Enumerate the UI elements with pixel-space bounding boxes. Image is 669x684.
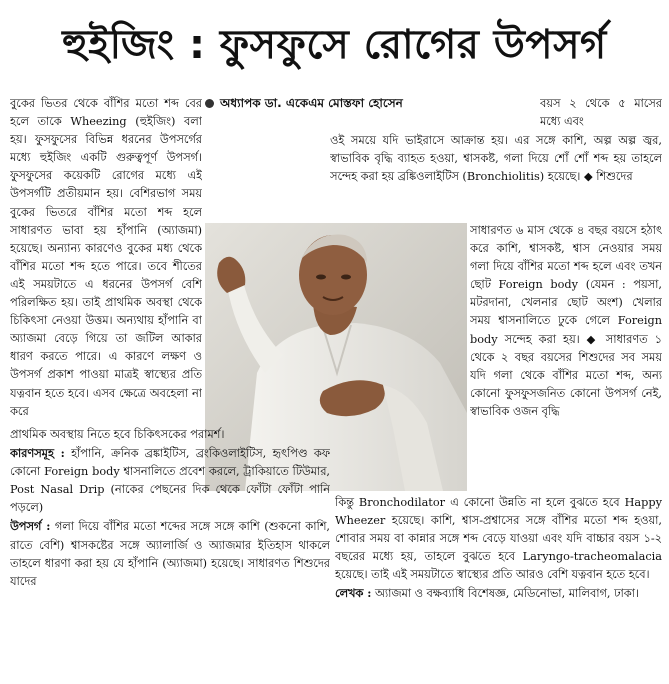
bottom-left-text-block [10,426,330,681]
left-column-text: বুকের ভিতর থেকে বাঁশির মতো শব্দ বের হলে তাকে Wheezing (হুইজিং) বলা হয়। ফুসফুসের বিভিন্ন ধরনের উপসর্গের মধ্যে হুইজিং একটি গুরুত্বপূর্ণ উপসর্গ। ফুসফুসের কয়েকটি রোগের মধ্যে এই উপসর্গটি প্রতীয়মান হয়। বেশিরভাগ সময় বুকের ভিতরে বাঁশির মতো শব্দ হলে সাধারণত ভাবা হয় হাঁপানি (অ্যাজমা) হয়েছে। অন্যান্য কারণেও বুকের মধ্য থেকে বাঁশির মতো শব্দ হতে পারে। তবে শীতের এই সময়টাতে এ ধরনের উপসর্গ বেশি পরিলক্ষিত হয়। তাই প্রাথমিক অবস্থা থেকে চিকিৎসা নেওয়া উত্তম। অন্যথায় হাঁপানি বা অ্যাজমা বেড়ে গিয়ে তা জটিল আকার ধারণ করতে পারে। এ কারণে লক্ষণ ও উপসর্গ প্রকাশ পাওয়া মাত্রই স্বাস্থ্যের প্রতি যত্নবান হতে হবে। এসব ক্ষেত্রে অবহেলা না করে [10,97,202,418]
middle-column-top-text: ওই সময়ে যদি ভাইরাসে আক্রান্ত হয়। এর সঙ্গে কাশি, অল্প অল্প জ্বর, স্বাভাবিক বৃদ্ধি ব্যাহত হওয়া, শ্বাসকষ্ট, গলা দিয়ে শোঁ শোঁ শব্দ হয় তাহলে সন্দেহ করা হয় ব্রঙ্কিওলাইটিস (Bronchiolitis) হয়েছে। ◆ শিশুদের [330,134,662,184]
bottom-right-text-block [335,494,662,680]
article-headline: হুইজিং : ফুসফুসে রোগের উপসর্গ [62,22,607,68]
right-column-middle-text: সাধারণত ৬ মাস থেকে ৪ বছর বয়সে হঠাৎ করে কাশি, শ্বাসকষ্ট, শ্বাস নেওয়ার সময় গলা দিয়ে বাঁশির মতো শব্দ হলে এবং তখন ছোট Foreign body (যেমন : পয়সা, মটরদানা, খেলনার ছোট অংশ) খেলার সময় শ্বাসনালিতে ঢুকে গেলে Foreign body সন্দেহ করা হয়। ◆ সাধারণত ১ থেকে ২ বছর বয়সের শিশুদের সব সময় যদি গলা থেকে বাঁশির মতো শব্দ, অন্য কোনো ফুসফুসজনিত কোনো উপসর্গ নেই, স্বাভাবিক ওজন বৃদ্ধি [470,224,662,418]
article-byline [205,93,535,113]
right-column-top-text: বয়স ২ থেকে ৫ মাসের মধ্যে এবং [540,97,662,129]
intro-continuation: প্রাথমিক অবস্থায় নিতে হবে চিকিৎসকের পরামর্শ। [10,428,225,441]
symptoms-label: উপসর্গ : [10,519,51,534]
causes-label: কারণসমূহ : [10,446,65,461]
author-name: অধ্যাপক ডা. একেএম মোস্তফা হোসেন [220,96,403,110]
symptoms-text: গলা দিয়ে বাঁশির মতো শব্দের সঙ্গে সঙ্গে কাশি (শুকনো কাশি, রাতে বেশি) শ্বাসকষ্টের সঙ্গে অ্যালার্জি ও অ্যাজমার ইতিহাস থাকলে তাহলে ধারণা করা হয় যে হাঁপানি (অ্যাজমা) হয়েছে। সাধারণত শিশুদের যাদের [10,520,330,588]
bottom-right-text: কিন্তু Bronchodilator এ কোনো উন্নতি না হলে বুঝতে হবে Happy Wheezer হয়েছে। কাশি, শ্বাস-প্রশ্বাসের সঙ্গে বাঁশির মতো শব্দ হওয়া, শোবার সময় বা কান্নার সঙ্গে শব্দ বেড়ে যাওয়া এবং যদি বাচ্চার বয়স ১-২ বছরের মধ্যে হয়, তাহলে বুঝতে হবে Laryngo-tracheomalacia হয়েছে। তাই এই সময়টাতে স্বাস্থ্যের প্রতি আরও বেশি যত্নবান হতে হবে। [335,496,662,582]
causes-text: হাঁপানি, ক্রনিক ব্রঙ্কাইটিস, ব্রংকিওলাইটিস, হৃৎপিণ্ড কফ কোনো Foreign body শ্বাসনালিতে প্রবেশ করলে, ট্রাকিয়াতে টিউমার, Post Nasal Drip (নাকের পেছনের দিক থেকে ফোঁটা ফোঁটা পানি পড়লে) [10,447,330,515]
writer-text: অ্যাজমা ও বক্ষব্যাধি বিশেষজ্ঞ, মেডিনোভা, মালিবাগ, ঢাকা। [375,587,639,601]
writer-label: লেখক : [335,586,372,601]
bullet-icon [205,99,214,108]
